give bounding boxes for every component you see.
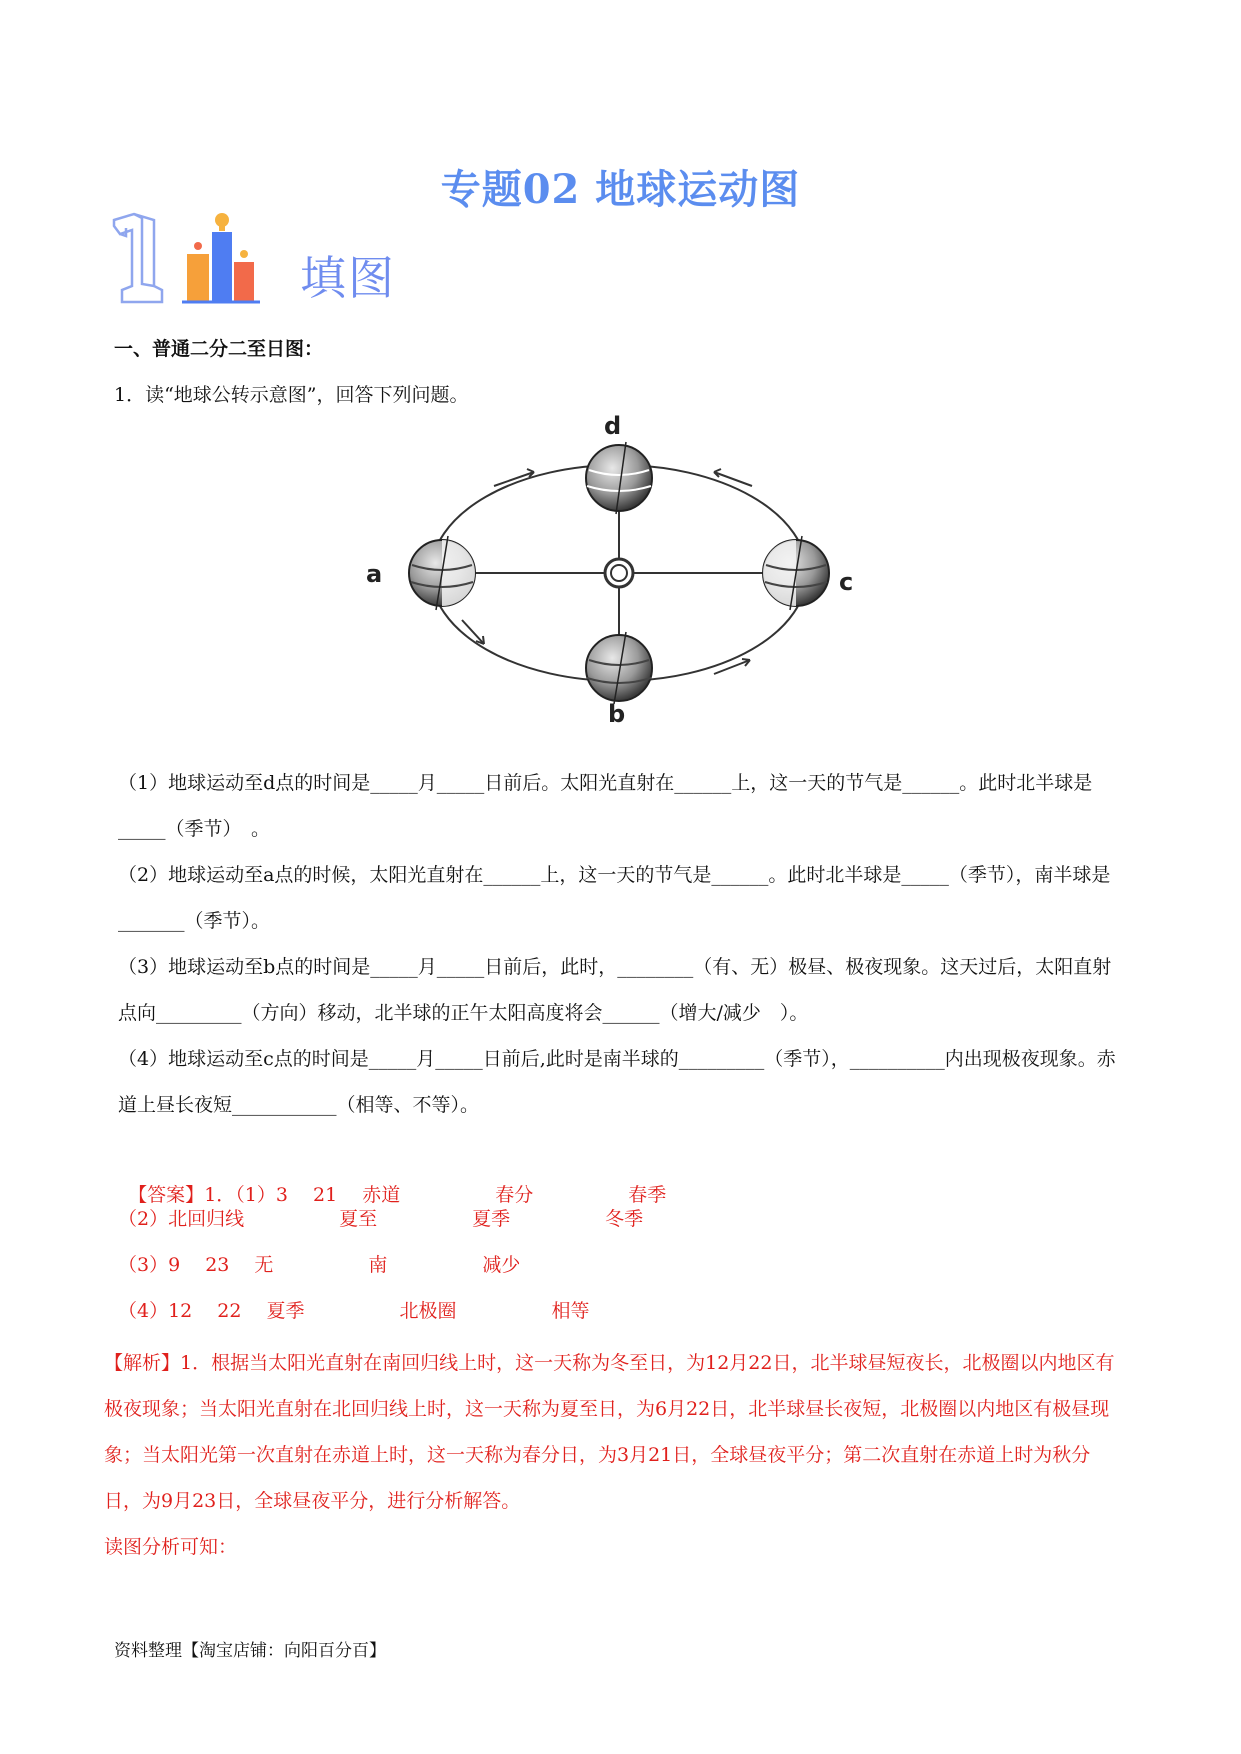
podium-icon: [182, 213, 260, 302]
section-number-graphic: [114, 214, 162, 302]
answer-block: [104, 1158, 666, 1342]
answer-line-3: （3）9 23 无 南 减少: [118, 1254, 521, 1276]
earth-b: [586, 632, 652, 704]
part-heading: 一、普通二分二至日图：: [114, 338, 324, 360]
question-intro: 1．读“地球公转示意图”，回答下列问题。: [114, 384, 469, 406]
earth-d: [586, 442, 652, 514]
question-part-2: （2）地球运动至a点的时候，太阳光直射在______上，这一天的节气是______。此时北半球是_____（季节），南半球是_______（季节）。: [118, 864, 1111, 932]
question-part-3: （3）地球运动至b点的时间是_____月_____日前后，此时，________（有、无）极昼、极夜现象。这天过后，太阳直射点向_________（方向）移动，北半球的正午太阳高度将会______（增大/减少 ）。: [118, 956, 1112, 1024]
analysis-label: 【解析】: [104, 1352, 181, 1374]
answer-line-2: （2）北回归线 夏至 夏季 冬季: [118, 1208, 644, 1230]
page-footer: 资料整理【淘宝店铺：向阳百分百】: [114, 1641, 386, 1661]
page-title: 专题02 地球运动图: [440, 166, 801, 213]
analysis-block: [104, 1340, 1128, 1524]
sun-icon: [605, 559, 633, 587]
earth-revolution-figure: [366, 412, 854, 728]
answer-line-4: （4）12 22 夏季 北极圈 相等: [118, 1300, 590, 1322]
label-c: c: [839, 568, 854, 596]
answer-label: 【答案】: [128, 1184, 205, 1206]
label-d: d: [604, 412, 622, 440]
question-part-4: （4）地球运动至c点的时间是_____月_____日前后,此时是南半球的_________（季节），__________内出现极夜现象。赤道上昼长夜短___________（相等、不等）。: [118, 1048, 1116, 1116]
label-a: a: [366, 560, 383, 588]
analysis-followup: 读图分析可知：: [104, 1536, 238, 1558]
analysis-text: 1．根据当太阳光直射在南回归线上时，这一天称为冬至日，为12月22日，北半球昼短夜长，北极圈以内地区有极夜现象；当太阳光直射在北回归线上时，这一天称为夏至日，为6月22日，北半球昼长夜短，北极圈以内地区有极昼现象；当太阳光第一次直射在赤道上时，这一天称为春分日，为3月21日，全球昼夜平分；第二次直射在赤道上时为秋分日，为9月23日，全球昼夜平分，进行分析解答。: [104, 1352, 1115, 1512]
label-b: b: [608, 700, 626, 728]
question-part-1: （1）地球运动至d点的时间是_____月_____日前后。太阳光直射在______上，这一天的节气是______。此时北半球是_____（季节） 。: [118, 772, 1093, 840]
earth-c: [763, 536, 829, 610]
section-label: 填图: [300, 251, 396, 305]
answer-line-1: 1．（1）3 21 赤道 春分 春季: [204, 1184, 667, 1206]
earth-a: [409, 536, 475, 610]
